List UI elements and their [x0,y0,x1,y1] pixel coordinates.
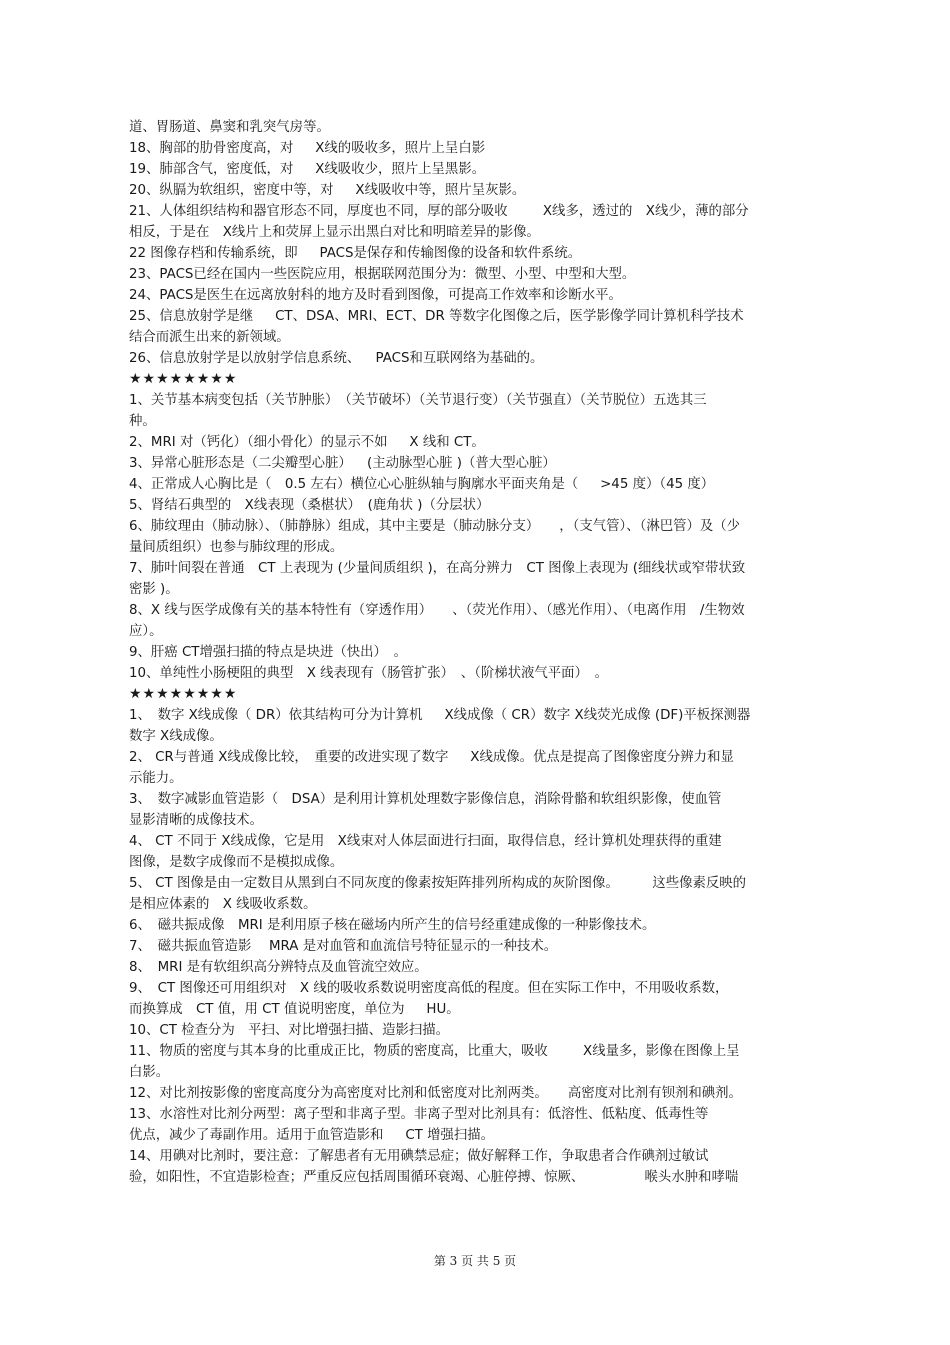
text-line: 1、 数字 X线成像（ DR）依其结构可分为计算机 X线成像（ CR）数字 X线荧光成像 (DF)平板探测器 [129,708,751,723]
text-line: 密影 )。 [129,582,179,597]
section-divider: ★★★★★★★★ [129,686,238,702]
text-line: 2、MRI 对（钙化）（细小骨化）的显示不如 X 线和 CT。 [129,435,485,450]
text-line: 是相应体素的 X 线吸收系数。 [129,897,317,912]
text-line: 18、胸部的肋骨密度高，对 X线的吸收多，照片上呈白影 [129,141,486,156]
text-line: 12、对比剂按影像的密度高度分为高密度对比剂和低密度对比剂两类。 高密度对比剂有钡剂和碘剂。 [129,1086,742,1101]
text-line: 4、 CT 不同于 X线成像，它是用 X线束对人体层面进行扫面，取得信息，经计算机处理获得的重建 [129,834,722,849]
text-line: 而换算成 CT 值，用 CT 值说明密度，单位为 HU。 [129,1002,460,1017]
text-line: 3、 数字减影血管造影（ DSA）是利用计算机处理数字影像信息，消除骨骼和软组织影像，使血管 [129,792,722,807]
text-line: 验，如阳性，不宜造影检查；严重反应包括周围循环衰竭、心脏停搏、惊厥、 喉头水肿和哮喘 [129,1170,739,1185]
text-line: 种。 [129,414,156,429]
text-line: 14、用碘对比剂时，要注意：了解患者有无用碘禁忌症；做好解释工作，争取患者合作碘剂过敏试 [129,1149,709,1164]
text-line: 相反，于是在 X线片上和荧屏上显示出黑白对比和明暗差异的影像。 [129,225,540,240]
text-line: 6、肺纹理由（肺动脉）、（肺静脉）组成，其中主要是（肺动脉分支） ，（支气管）、（淋巴管）及（少 [129,519,741,534]
text-line: 优点，减少了毒副作用。适用于血管造影和 CT 增强扫描。 [129,1128,495,1143]
page-footer: 第 3 页 共 5 页 [433,1254,517,1268]
text-line: 图像，是数字成像而不是模拟成像。 [129,855,344,870]
text-line: 20、纵膈为软组织，密度中等，对 X线吸收中等，照片呈灰影。 [129,183,526,198]
text-line: 8、 MRI 是有软组织高分辨特点及血管流空效应。 [129,960,428,975]
text-line: 26、信息放射学是以放射学信息系统、 PACS和互联网络为基础的。 [129,351,544,366]
text-line: 示能力。 [129,771,183,786]
text-line: 23、PACS已经在国内一些医院应用，根据联网范围分为：微型、小型、中型和大型。 [129,267,636,282]
text-line: 7、肺叶间裂在普通 CT 上表现为 (少量间质组织 )，在高分辨力 CT 图像上表现为 (细线状或窄带状致 [129,561,746,576]
text-line: 3、异常心脏形态是（二尖瓣型心脏） (主动脉型心脏 )（普大型心脏） [129,456,556,471]
text-line: 量间质组织）也参与肺纹理的形成。 [129,540,344,555]
text-line: 5、 CT 图像是由一定数目从黑到白不同灰度的像素按矩阵排列所构成的灰阶图像。 这些像素反映的 [129,876,747,891]
text-line: 应）。 [129,624,163,639]
text-line: 13、水溶性对比剂分两型：离子型和非离子型。非离子型对比剂具有：低溶性、低粘度、低毒性等 [129,1107,709,1122]
text-line: 10、单纯性小肠梗阻的典型 X 线表现有（肠管扩张） 、（阶梯状液气平面） 。 [129,666,609,681]
text-line: 4、正常成人心胸比是（ 0.5 左右）横位心心脏纵轴与胸廓水平面夹角是（ >45 度）（45 度） [129,477,715,492]
text-line: 9、 CT 图像还可用组织对 X 线的吸收系数说明密度高低的程度。但在实际工作中，不用吸收系数， [129,981,729,996]
document-body [129,117,841,1188]
text-line: 7、 磁共振血管造影 MRA 是对血管和血流信号特征显示的一种技术。 [129,939,558,954]
text-line: 2、 CR与普通 X线成像比较， 重要的改进实现了数字 X线成像。优点是提高了图像密度分辨力和显 [129,750,734,765]
text-line: 1、关节基本病变包括（关节肿胀） （关节破坏）（关节退行变）（关节强直）（关节脱位）五选其三 [129,393,707,408]
text-line: 24、PACS是医生在远离放射科的地方及时看到图像，可提高工作效率和诊断水平。 [129,288,622,303]
text-line: 6、 磁共振成像 MRI 是利用原子核在磁场内所产生的信号经重建成像的一种影像技术。 [129,918,656,933]
text-line: 9、肝癌 CT增强扫描的特点是块进（快出） 。 [129,645,408,660]
text-line: 5、肾结石典型的 X线表现（桑椹状） (鹿角状 )（分层状） [129,498,490,513]
text-line: 结合而派生出来的新领域。 [129,330,290,345]
text-line: 白影。 [129,1065,170,1080]
text-line: 22 图像存档和传输系统，即 PACS是保存和传输图像的设备和软件系统。 [129,246,582,261]
text-line: 11、物质的密度与其本身的比重成正比，物质的密度高，比重大，吸收 X线量多，影像在图像上呈 [129,1044,740,1059]
text-line: 8、X 线与医学成像有关的基本特性有（穿透作用） 、（荧光作用）、（感光作用）、（电离作用 /生物效 [129,603,745,618]
section-divider: ★★★★★★★★ [129,371,238,387]
text-line: 显影清晰的成像技术。 [129,813,263,828]
text-line: 道、胃肠道、鼻窦和乳突气房等。 [129,120,330,135]
text-line: 10、CT 检查分为 平扫、对比增强扫描、造影扫描。 [129,1023,450,1038]
text-line: 21、人体组织结构和器官形态不同，厚度也不同，厚的部分吸收 X线多，透过的 X线少，薄的部分 [129,204,749,219]
text-line: 数字 X线成像。 [129,729,223,744]
text-line: 19、肺部含气，密度低，对 X线吸收少，照片上呈黑影。 [129,162,486,177]
text-line: 25、信息放射学是继 CT、DSA、MRI、ECT、DR 等数字化图像之后，医学影像学同计算机科学技术 [129,309,744,324]
